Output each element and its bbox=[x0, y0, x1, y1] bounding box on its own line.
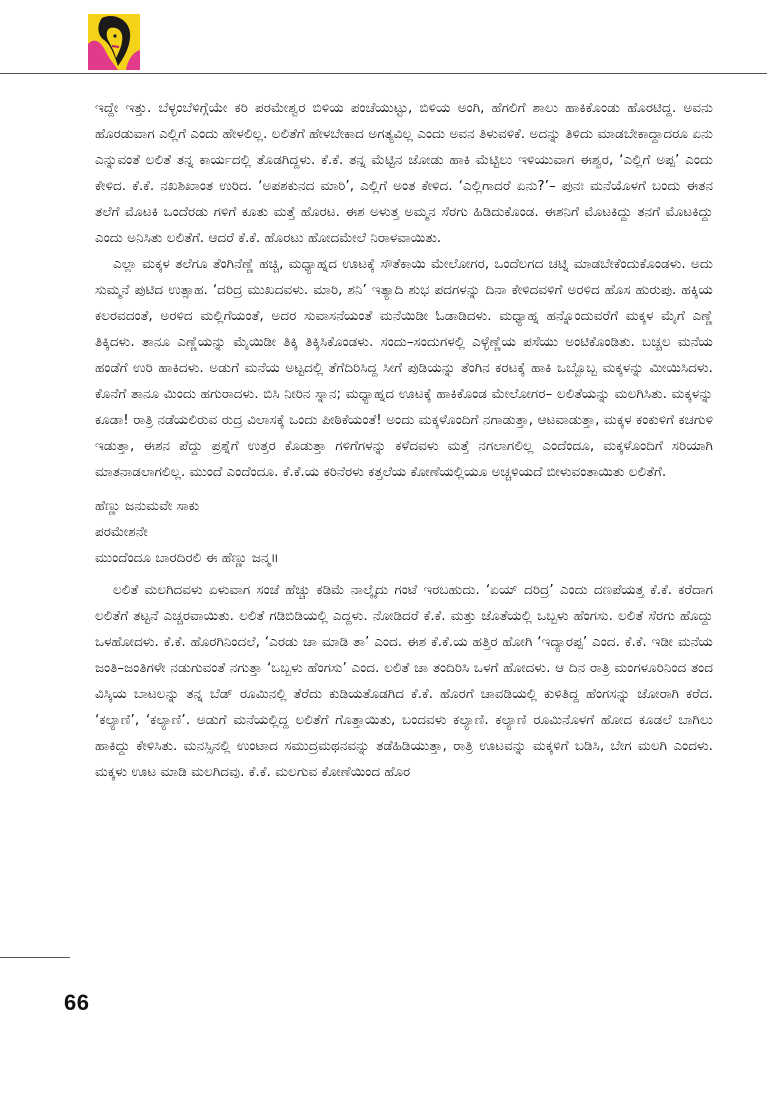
poem-line-1: ಹೆಣ್ಣು ಜನುಮವೇ ಸಾಕು bbox=[95, 498, 200, 514]
poem-line-3: ಮುಂದೆಂದೂ ಬಾರದಿರಲಿ ಈ ಹೆಣ್ಣು ಜನ್ಮ॥ bbox=[95, 550, 279, 566]
poem-line-2: ಪರಮೇಶನೇ bbox=[95, 524, 148, 540]
header-rule bbox=[0, 73, 767, 74]
paragraph-2: ಎಲ್ಲಾ ಮಕ್ಕಳ ತಲೆಗೂ ತೆಂಗಿನೆಣ್ಣೆ ಹಚ್ಚಿ, ಮಧ್ಯಾಹ್ನದ ಊಟಕ್ಕೆ ಸೌತೆಕಾಯಿ ಮೇಲೋಗರ, ಒಂದೆಲಗದ ಚಟ್ನಿ ಮಾಡಬೇಕೆಂದುಕೊಂಡಳು. ಅದು ಸುಮ್ಮನೆ ಪುಟಿದ ಉತ್ಸಾಹ. ‘ದರಿದ್ರ ಮುಖದವಳು. ಮಾರಿ, ಶನಿ’ ಇತ್ಯಾದಿ ಶುಭ ಪದಗಳನ್ನು ದಿನಾ ಕೇಳಿದವಳಿಗೆ ಅರಳಿದ ಹೊಸ ಹುರುಪು. ಹಕ್ಕಿಯ ಕಲರವದಂತೆ, ಅರಳಿದ ಮಲ್ಲಿಗೆಯಂತೆ, ಅದರ ಸುವಾಸನೆಯಂತೆ ಮನೆಯಿಡೀ ಓಡಾಡಿದಳು. ಮಧ್ಯಾಹ್ನ ಹನ್ನೊಂದುವರೆಗೆ ಮಕ್ಕಳ ಮೈಗೆ ಎಣ್ಣೆ ತಿಕ್ಕಿದಳು. ತಾನೂ ಎಣ್ಣೆಯನ್ನು ಮೈಯಿಡೀ ತಿಕ್ಕಿ ತಿಕ್ಕಿಸಿಕೊಂಡಳು. ಸಂದು–ಸಂದುಗಳಲ್ಲಿ ಎಳ್ಳೆಣ್ಣೆಯ ಪಸೆಯು ಅಂಟಿಕೊಂಡಿತು. ಬಚ್ಚಲ ಮನೆಯ ಹಂಡೆಗೆ ಉರಿ ಹಾಕಿದಳು. ಅಡುಗೆ ಮನೆಯ ಅಟ್ಟದಲ್ಲಿ ತೆಗೆದಿರಿಸಿದ್ದ ಸೀಗೆ ಪುಡಿಯನ್ನು ತೆಂಗಿನ ಕರಟಕ್ಕೆ ಹಾಕಿ ಒಬ್ಬೊಬ್ಬ ಮಕ್ಕಳನ್ನು ಮೀಯಿಸಿದಳು. ಕೊನೆಗೆ ತಾನೂ ಮಿಂದು ಹಗುರಾದಳು. ಬಿಸಿ ನೀರಿನ ಸ್ನಾನ; ಮಧ್ಯಾಹ್ನದ ಊಟಕ್ಕೆ ಹಾಕಿಕೊಂಡ ಮೇಲೋಗರ– ಲಲಿತೆಯನ್ನು ಮಲಗಿಸಿತು. ಮಕ್ಕಳನ್ನು ಕೂಡಾ! ರಾತ್ರಿ ನಡೆಯಲಿರುವ ರುದ್ರ ವಿಲಾಸಕ್ಕೆ ಒಂದು ಪೀಠಿಕೆಯಂತೆ! ಅಂದು ಮಕ್ಕಳೊಂದಿಗೆ ನಗಾಡುತ್ತಾ, ಆಟವಾಡುತ್ತಾ, ಮಕ್ಕಳ ಕಂಕುಳಿಗೆ ಕಚಗುಳಿ ಇಡುತ್ತಾ, ಈಶನ ಪೆದ್ದು ಪ್ರಶ್ನೆಗೆ ಉತ್ತರ ಕೊಡುತ್ತಾ ಗಳಿಗೆಗಳನ್ನು ಕಳೆದವಳು ಮತ್ತೆ ನಗಲಾಗಲಿಲ್ಲ ಎಂದೆಂದೂ, ಮಕ್ಕಳೊಂದಿಗೆ ಸರಿಯಾಗಿ ಮಾತನಾಡಲಾಗಲಿಲ್ಲ. ಮುಂದೆ ಎಂದೆಂದೂ. ಕೆ.ಕೆ.ಯ ಕರಿನೆರಳು ಕತ್ತಲೆಯ ಕೋಣೆಯಲ್ಲಿಯೂ ಅಚ್ಚಳಿಯದೆ ಬೀಳುವಂತಾಯಿತು ಲಲಿತೆಗೆ. bbox=[95, 256, 713, 480]
page-number-rule bbox=[0, 957, 70, 958]
page-number: 66 bbox=[64, 990, 90, 1015]
woman-face-logo-icon bbox=[88, 14, 140, 70]
body-text bbox=[95, 95, 713, 785]
poem-block bbox=[95, 493, 713, 571]
paragraph-3: ಲಲಿತೆ ಮಲಗಿದವಳು ಏಳುವಾಗ ಸಂಜೆ ಹೆಚ್ಚು ಕಡಿಮೆ ನಾಲ್ಕೈದು ಗಂಟೆ ಇರಬಹುದು. ‘ಏಯ್ ದರಿದ್ರ’ ಎಂದು ದಣಪೆಯತ್ತ ಕೆ.ಕೆ. ಕರೆದಾಗ ಲಲಿತೆಗೆ ತಟ್ಟನೆ ಎಚ್ಚರವಾಯಿತು. ಲಲಿತೆ ಗಡಿಬಿಡಿಯಲ್ಲಿ ಎದ್ದಳು. ನೋಡಿದರೆ ಕೆ.ಕೆ. ಮತ್ತು ಜೊತೆಯಲ್ಲಿ ಒಬ್ಬಳು ಹೆಂಗಸು. ಲಲಿತೆ ಸೆರಗು ಹೊದ್ದು ಒಳಹೋದಳು. ಕೆ.ಕೆ. ಹೊರಗಿನಿಂದಲೆ, ‘ಎರಡು ಚಾ ಮಾಡಿ ತಾ’ ಎಂದ. ಈಶ ಕೆ.ಕೆ.ಯ ಹತ್ತಿರ ಹೋಗಿ ‘ಇದ್ಯಾರಪ್ಪ’ ಎಂದ. ಕೆ.ಕೆ. ಇಡೀ ಮನೆಯ ಜಂತಿ–ಜಂತಿಗಳೇ ನಡುಗುವಂತೆ ನಗುತ್ತಾ ‘ಒಬ್ಬಳು ಹೆಂಗಸು’ ಎಂದ. ಲಲಿತೆ ಚಾ ತಂದಿರಿಸಿ ಒಳಗೆ ಹೋದಳು. ಆ ದಿನ ರಾತ್ರಿ ಮಂಗಳೂರಿನಿಂದ ತಂದ ವಿಸ್ಕಿಯ ಬಾಟಲನ್ನು ತನ್ನ ಬೆಡ್ ರೂಮಿನಲ್ಲಿ ತೆರೆದು ಕುಡಿಯತೊಡಗಿದ ಕೆ.ಕೆ. ಹೊರಗೆ ಚಾವಡಿಯಲ್ಲಿ ಕುಳಿತಿದ್ದ ಹೆಂಗಸನ್ನು ಜೋರಾಗಿ ಕರೆದ. ‘ಕಲ್ಯಾಣಿ’, ‘ಕಲ್ಯಾಣಿ’. ಅಡುಗೆ ಮನೆಯಲ್ಲಿದ್ದ ಲಲಿತೆಗೆ ಗೊತ್ತಾಯಿತು, ಬಂದವಳು ಕಲ್ಯಾಣಿ. ಕಲ್ಯಾಣಿ ರೂಮಿನೊಳಗೆ ಹೋದ ಕೂಡಲೆ ಬಾಗಿಲು ಹಾಕಿದ್ದು ಕೇಳಿಸಿತು. ಮನಸ್ಸಿನಲ್ಲಿ ಉಂಟಾದ ಸಮುದ್ರಮಥನವನ್ನು ತಡೆಹಿಡಿಯುತ್ತಾ, ರಾತ್ರಿ ಊಟವನ್ನು ಮಕ್ಕಳಿಗೆ ಬಡಿಸಿ, ಬೇಗ ಮಲಗಿ ಎಂದಳು. ಮಕ್ಕಳು ಊಟ ಮಾಡಿ ಮಲಗಿದವು. ಕೆ.ಕೆ. ಮಲಗುವ ಕೋಣೆಯಿಂದ ಹೊರ bbox=[95, 582, 713, 780]
paragraph-1: ಇದ್ದೇ ಇತ್ತು. ಬೆಳ್ಳಂಬೆಳಿಗ್ಗೆಯೇ ಕರಿ ಪರಮೇಶ್ವರ ಬಿಳಿಯ ಪಂಚೆಯುಟ್ಟು, ಬಿಳಿಯ ಅಂಗಿ, ಹೆಗಲಿಗೆ ಶಾಲು ಹಾಕಿಕೊಂಡು ಹೊರಟಿದ್ದ. ಅವನು ಹೊರಡುವಾಗ ಎಲ್ಲಿಗೆ ಎಂದು ಹೇಳಲಿಲ್ಲ. ಲಲಿತೆಗೆ ಹೇಳಬೇಕಾದ ಅಗತ್ಯವಿಲ್ಲ ಎಂದು ಅವನ ತಿಳುವಳಿಕೆ. ಅದನ್ನು ತಿಳಿದು ಮಾಡಬೇಕಾದ್ದಾದರೂ ಏನು ಎನ್ನುವಂತೆ ಲಲಿತೆ ತನ್ನ ಕಾರ್ಯದಲ್ಲಿ ತೊಡಗಿದ್ದಳು. ಕೆ.ಕೆ. ತನ್ನ ಮೆಟ್ಟಿನ ಜೋಡು ಹಾಕಿ ಮೆಟ್ಟಿಲು ಇಳಿಯುವಾಗ ಈಶ್ವರ, ‘ಎಲ್ಲಿಗೆ ಅಪ್ಪ’ ಎಂದು ಕೇಳಿದ. ಕೆ.ಕೆ. ನಖಶಿಖಾಂತ ಉರಿದ. ‘ಅಪಶಕುನದ ಮಾರಿ’, ಎಲ್ಲಿಗೆ ಅಂತ ಕೇಳಿದ. ‘ಎಲ್ಲಿಗಾದರೆ ಏನು?’– ಪುನಃ ಮನೆಯೊಳಗೆ ಬಂದು ಈತನ ತಲೆಗೆ ಮೊಟಕಿ ಒಂದೆರಡು ಗಳಿಗೆ ಕೂತು ಮತ್ತೆ ಹೊರಟ. ಈಶ ಅಳುತ್ತ ಅಮ್ಮನ ಸೆರಗು ಹಿಡಿದುಕೊಂಡ. ಈಶನಿಗೆ ಮೊಟಕಿದ್ದು ತನಗೆ ಮೊಟಕಿದ್ದು ಎಂದು ಅನಿಸಿತು ಲಲಿತೆಗೆ. ಆದರೆ ಕೆ.ಕೆ. ಹೊರಟು ಹೋದಮೇಲೆ ನಿರಾಳವಾಯಿತು. bbox=[95, 100, 713, 246]
